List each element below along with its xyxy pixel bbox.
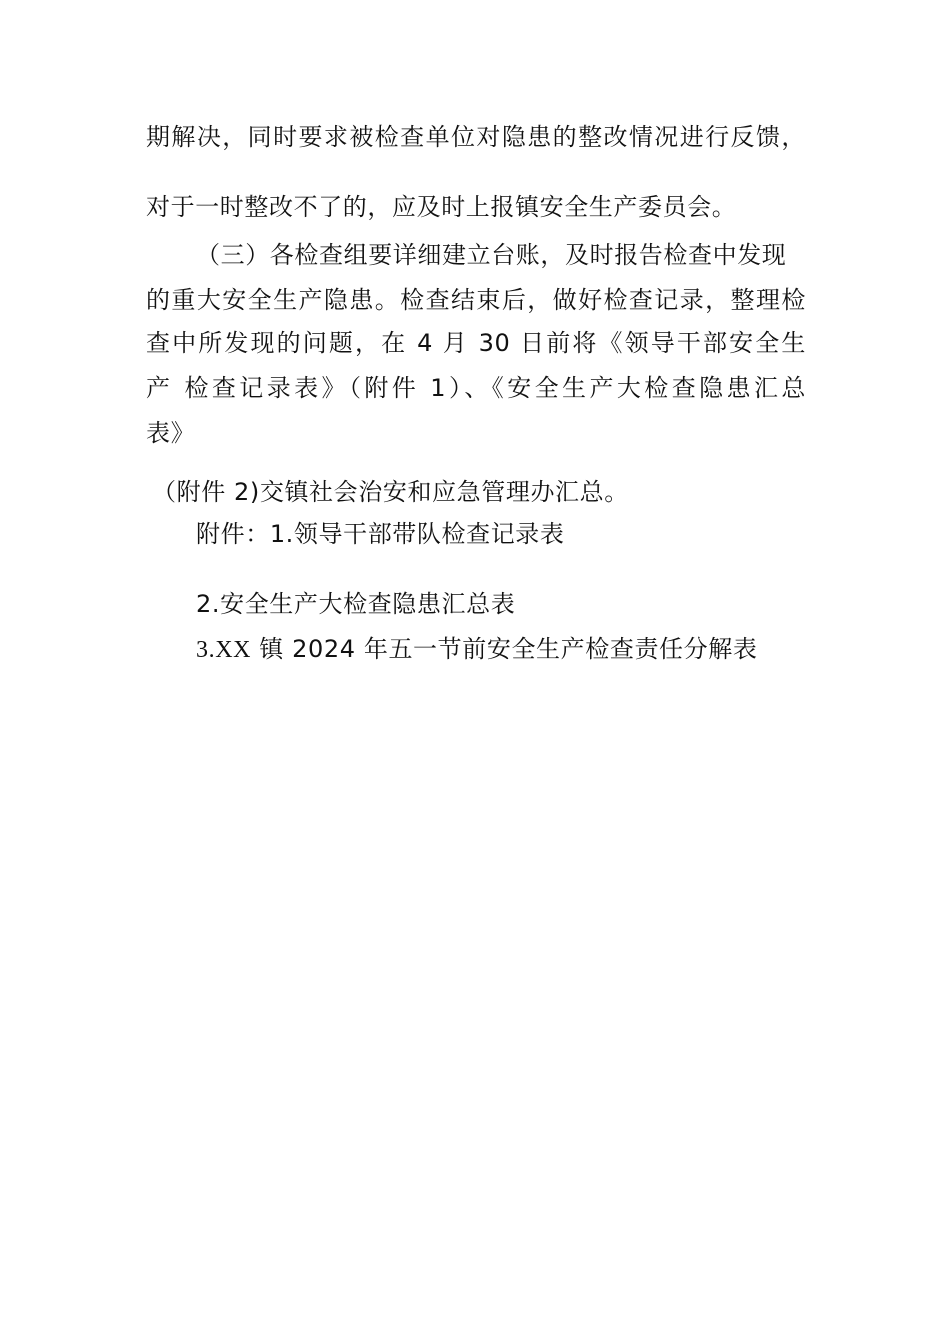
attachment-item-2: 2.安全生产大检查隐患汇总表 — [196, 590, 516, 618]
attachment-item-1 — [196, 519, 856, 549]
attachment-item-3-prefix: 3.XX — [196, 637, 252, 663]
paragraph-line-8: （附件 2)交镇社会治安和应急管理办汇总。 — [152, 478, 629, 506]
paragraph-line-4: 的重大安全生产隐患。检查结束后，做好检查记录，整理检 — [146, 286, 806, 314]
paragraph-line-6: 产 检查记录表》（附件 1）、《安全生产大检查隐患汇总 — [146, 374, 806, 402]
paragraph-line-5: 查中所发现的问题，在 4 月 30 日前将《领导干部安全生 — [146, 329, 806, 357]
attachment-item-3 — [196, 634, 856, 665]
paragraph-line-7: 表》 — [146, 419, 196, 447]
paragraph-line-3: （三）各检查组要详细建立台账，及时报告检查中发现 — [196, 241, 787, 269]
attachment-label: 附件： — [196, 520, 270, 548]
paragraph-line-1: 期解决，同时要求被检查单位对隐患的整改情况进行反馈， — [146, 123, 806, 151]
paragraph-line-2: 对于一时整改不了的，应及时上报镇安全生产委员会。 — [146, 193, 737, 221]
attachment-item-1-text: 1.领导干部带队检查记录表 — [269, 520, 565, 548]
attachment-item-3-text: 镇 2024 年五一节前安全生产检查责任分解表 — [251, 635, 758, 663]
